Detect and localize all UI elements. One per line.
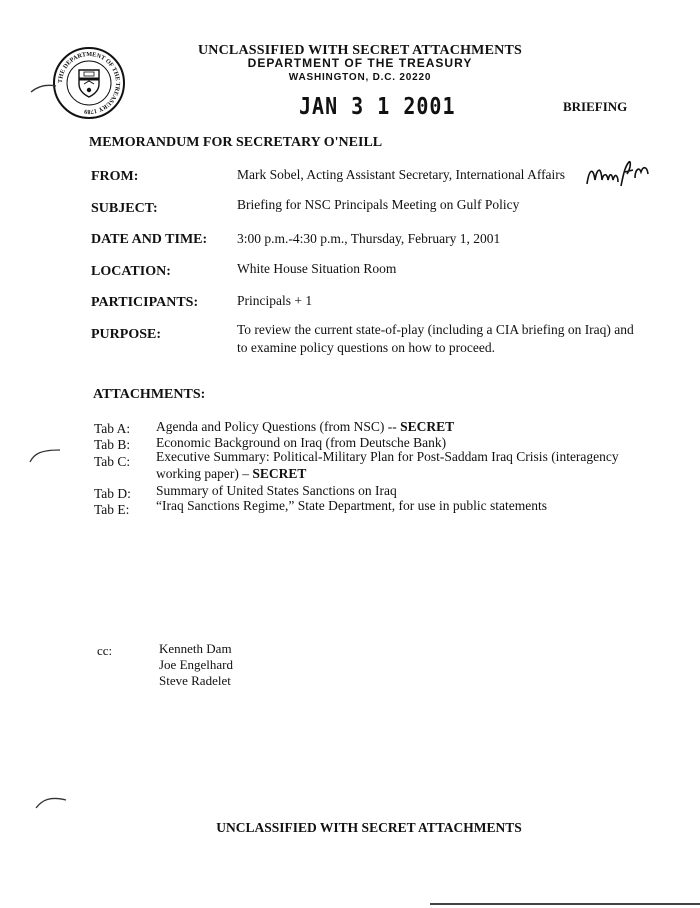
classification-header: UNCLASSIFIED WITH SECRET ATTACHMENTS [198, 43, 522, 58]
date-time-label: DATE AND TIME: [91, 232, 208, 247]
subject-value: Briefing for NSC Principals Meeting on Gulf Policy [237, 197, 520, 212]
scan-mark [28, 446, 62, 464]
tab-c-title: Executive Summary: Political-Military Plan for Post-Saddam Iraq Crisis (interagency working paper) – [156, 449, 619, 481]
document-type: BRIEFING [563, 99, 628, 114]
purpose-label: PURPOSE: [91, 327, 161, 342]
cc-label: cc: [97, 643, 113, 658]
scan-edge-line [430, 903, 700, 905]
purpose-value: To review the current state-of-play (including a CIA briefing on Iraq) and to examine policy questions on how to proceed. [237, 322, 634, 355]
scan-mark [30, 82, 58, 94]
tab-d-label: Tab D: [94, 486, 131, 501]
cc-name-2: Joe Engelhard [159, 657, 234, 672]
tab-a-title: Agenda and Policy Questions (from NSC) -- [156, 419, 401, 434]
from-value: Mark Sobel, Acting Assistant Secretary, International Affairs [237, 167, 566, 182]
memo-title: MEMORANDUM FOR SECRETARY O'NEILL [89, 135, 383, 150]
tab-e-text [156, 497, 646, 514]
tab-a-text [156, 418, 646, 435]
tab-b-label: Tab B: [94, 437, 131, 452]
date-stamp: JAN 3 1 2001 [299, 92, 456, 120]
subject-label: SUBJECT: [91, 201, 158, 216]
tab-c-label: Tab C: [94, 454, 131, 469]
location-label: LOCATION: [91, 264, 171, 279]
from-label: FROM: [91, 169, 139, 184]
participants-label: PARTICIPANTS: [91, 295, 199, 310]
cc-name-1: Kenneth Dam [159, 641, 232, 656]
location-value: White House Situation Room [237, 261, 397, 276]
tab-c-text [156, 448, 646, 482]
tab-b-title: Economic Background on Iraq (from Deutsche Bank) [156, 435, 447, 450]
tab-c-secret-tag: SECRET [252, 466, 307, 481]
tab-e-label: Tab E: [94, 502, 130, 517]
department-address: WASHINGTON, D.C. 20220 [288, 72, 432, 83]
scan-mark [34, 794, 68, 810]
tab-e-title: “Iraq Sanctions Regime,” State Department, for use in public statements [156, 498, 548, 513]
classification-footer: UNCLASSIFIED WITH SECRET ATTACHMENTS [216, 820, 522, 835]
cc-name-3: Steve Radelet [159, 673, 231, 688]
participants-value: Principals + 1 [237, 293, 313, 308]
tab-d-title: Summary of United States Sanctions on Iraq [156, 483, 397, 498]
attachments-heading: ATTACHMENTS: [93, 387, 206, 402]
tab-a-label: Tab A: [94, 421, 131, 436]
date-time-value: 3:00 p.m.-4:30 p.m., Thursday, February 1, 2001 [237, 231, 501, 246]
tab-a-secret-tag: SECRET [400, 419, 455, 434]
handwritten-initials [585, 156, 655, 192]
seal-text: THE DEPARTMENT OF THE TREASURY 1789 [56, 50, 122, 116]
department-name: DEPARTMENT OF THE TREASURY [247, 56, 473, 70]
